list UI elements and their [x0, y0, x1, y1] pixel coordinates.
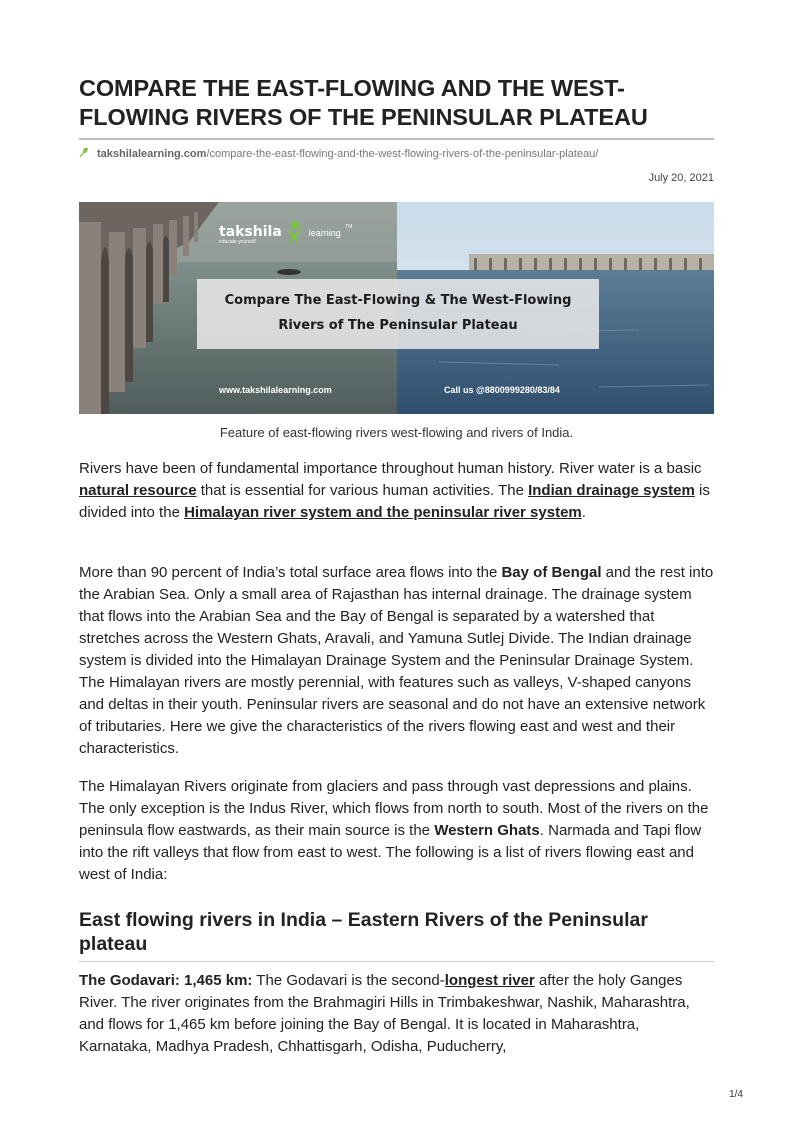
- publish-date: July 20, 2021: [648, 172, 714, 184]
- para1-text-1: Rivers have been of fundamental importance throughout human history. River water is a basic: [79, 460, 702, 477]
- hero-banner-line1: Compare The East-Flowing & The West-Flowing: [224, 293, 572, 308]
- paragraph-drainage: [79, 562, 714, 760]
- para4-text-1: The Godavari is the second-: [252, 972, 445, 989]
- hero-logo-sub: learning: [308, 228, 341, 238]
- para2-text-1: More than 90 percent of India’s total surface area flows into the: [79, 564, 502, 581]
- image-caption: Feature of east-flowing rivers west-flowing and rivers of India.: [219, 425, 574, 440]
- paragraph-godavari: [79, 970, 714, 1058]
- hero-logo: [219, 220, 352, 245]
- paragraph-himalayan: [79, 776, 714, 886]
- leaf-icon: [79, 147, 89, 158]
- link-indian-drainage-system[interactable]: Indian drainage system: [528, 482, 695, 499]
- western-ghats-bold: Western Ghats: [434, 822, 540, 839]
- hero-phone: Call us @8800999280/83/84: [444, 385, 560, 395]
- hero-logo-tagline: educate yourself: [219, 239, 256, 245]
- bay-of-bengal-bold: Bay of Bengal: [501, 564, 602, 581]
- hero-logo-tm: TM: [345, 224, 353, 230]
- source-path: /compare-the-east-flowing-and-the-west-flowing-rivers-of-the-peninsular-plateau/: [206, 148, 599, 160]
- source-url[interactable]: [79, 147, 714, 160]
- section-divider: [79, 961, 714, 962]
- person-logo-icon: [284, 220, 306, 246]
- para2-text-2: and the rest into the Arabian Sea. Only a small area of Rajasthan has internal drainage. The drainage system that flows into the Arabian Sea and the Bay of Bengal is separated by a watershed that stretches across the Western Ghats, Aravali, and Yamuna Sutlej Divide. The Indian drainage system is divided into the Himalayan Drainage System and the Peninsular Drainage System. The Himalayan rivers are mostly perennial, with features such as valleys, V-shaped canyons and deltas in their youth. Peninsular rivers are seasonal and do not have an extensive network of tributaries. Here we give the characteristics of the rivers flowing east and west and their characteristics.: [79, 564, 714, 757]
- hero-banner-line2: Rivers of The Peninsular Plateau: [278, 318, 518, 333]
- para1-text-2: that is essential for various human activities. The: [196, 482, 529, 499]
- source-domain: takshilalearning.com: [97, 148, 207, 160]
- para1-text-3: is divided into the: [79, 482, 710, 521]
- title-divider: [79, 138, 714, 140]
- page-number: 1/4: [729, 1089, 743, 1100]
- para1-text-4: .: [581, 504, 586, 521]
- section-heading-east-flowing: East flowing rivers in India – Eastern Rivers of the Peninsular plateau: [79, 909, 648, 955]
- para3-text-1: The Himalayan Rivers originate from glaciers and pass through vast depressions and plains. The only exception is the Indus River, which flows from north to south. Most of the rivers on the peninsula flow eastwards, as their main source is the: [79, 778, 709, 839]
- paragraph-intro: [79, 458, 714, 524]
- hero-banner: [197, 279, 599, 349]
- article-title: COMPARE THE EAST-FLOWING AND THE WEST-FLOWING RIVERS OF THE PENINSULAR PLATEAU: [79, 75, 648, 130]
- hero-logo-text: takshila: [219, 224, 282, 240]
- hero-image: [79, 202, 714, 414]
- link-longest-river[interactable]: longest river: [444, 972, 535, 989]
- para3-text-2: . Narmada and Tapi flow into the rift valleys that flow from east to west. The following is a list of rivers flowing east and west of India:: [79, 822, 702, 883]
- godavari-bold: The Godavari: 1,465 km:: [79, 972, 253, 989]
- hero-website: www.takshilalearning.com: [219, 385, 332, 395]
- link-himalayan-river-system[interactable]: Himalayan river system and the peninsular river system: [184, 504, 582, 521]
- link-natural-resource[interactable]: natural resource: [79, 482, 197, 499]
- para4-text-2: after the holy Ganges River. The river originates from the Brahmagiri Hills in Trimbakeshwar, Nashik, Maharashtra, and flows for 1,465 km before joining the Bay of Bengal. It is located in Maharashtra, Karnataka, Madhya Pradesh, Chhattisgarh, Odisha, Puducherry,: [79, 972, 690, 1055]
